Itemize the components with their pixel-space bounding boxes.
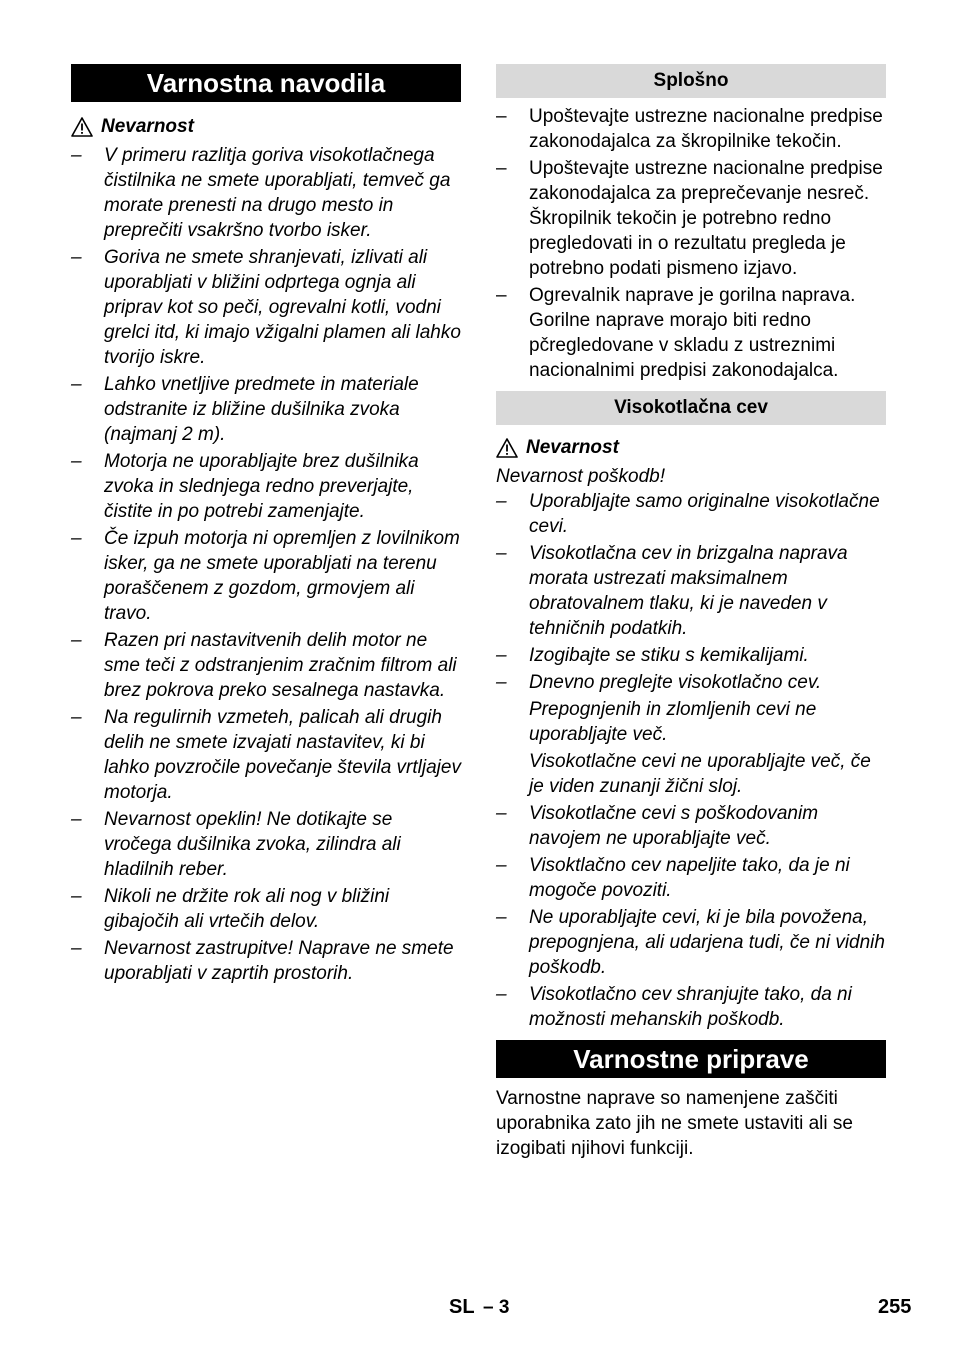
list-item: – Visoktlačno cev napeljite tako, da je ni mogoče povoziti. — [496, 855, 850, 901]
section-title-general: Splošno — [496, 64, 886, 98]
list-item: – Nikoli ne držite rok ali nog v bližini gibajočih ali vrtečih delov. — [71, 886, 390, 932]
footer-language: SL — [449, 1296, 475, 1318]
danger-subtitle: Nevarnost poškodb! — [496, 466, 665, 487]
list-continuation: Visokotlačne cevi ne uporabljajte več, če je viden zunanji žični sloj. — [529, 751, 871, 797]
list-item: – Izogibajte se stiku s kemikalijami. — [496, 645, 809, 666]
list-item: – Upoštevajte ustrezne nacionalne predpise zakonodajalca za preprečevanje nesreč. Škropilnik tekočin je potrebno redno pregledovati in o rezultatu pregleda je potrebno podati pismeno izjavo. — [496, 158, 883, 279]
footer-section-number: – 3 — [483, 1297, 510, 1318]
section-title-safety-devices: Varnostne priprave — [496, 1040, 886, 1078]
general-list — [496, 104, 886, 383]
list-item: – Dnevno preglejte visokotlačno cev. — [496, 672, 822, 693]
list-item: – Visokotlačno cev shranjujte tako, da ni možnosti mehanskih poškodb. — [496, 984, 852, 1030]
list-item: – Goriva ne smete shranjevati, izlivati ali uporabljati v bližini odprtega ognja ali priprav kot so peči, ogrevalni kotli, vodni grelci itd, ki imajo vžigalni plamen ali lahko tvorijo iskre. — [71, 247, 461, 368]
list-item: – Nevarnost zastrupitve! Naprave ne smete uporabljati v zaprtih prostorih. — [71, 938, 454, 984]
danger-label: Nevarnost — [101, 116, 194, 137]
danger-notice — [71, 114, 461, 139]
left-column — [71, 64, 461, 988]
right-column — [496, 64, 886, 1161]
section-title-safety-instructions: Varnostna navodila — [71, 64, 461, 102]
list-item: – Visokotlačne cevi s poškodovanim navojem ne uporabljajte več. — [496, 803, 819, 849]
list-item: – Uporabljajte samo originalne visokotlačne cevi. — [496, 491, 880, 537]
danger-notice — [496, 435, 886, 460]
list-item: – Nevarnost opeklin! Ne dotikajte se vročega dušilnika zvoka, zilindra ali hladilnih reber. — [71, 809, 401, 880]
warning-triangle-icon — [496, 438, 518, 458]
list-item: – Motorja ne uporabljajte brez dušilnika zvoka in slednjega redno preverjajte, čistite in po potrebi zamenjajte. — [71, 451, 419, 522]
safety-devices-text: Varnostne naprave so namenjene zaščiti uporabnika zato jih ne smete ustaviti ali se izogibati njihovi funkciji. — [496, 1088, 853, 1159]
list-item: – V primeru razlitja goriva visokotlačnega čistilnika ne smete uporabljati, temveč ga morate prenesti na drugo mesto in preprečiti vsakršno tvorbo isker. — [71, 145, 451, 241]
list-item: – Ne uporabljajte cevi, ki je bila povožena, prepognjena, ali udarjena tudi, če ni vidnih poškodb. — [496, 907, 885, 978]
safety-list — [71, 143, 461, 986]
list-item: – Visokotlačna cev in brizgalna naprava morata ustrezati maksimalnem obratovalnem tlaku, ki je naveden v tehničnih podatkih. — [496, 543, 848, 639]
danger-label: Nevarnost — [526, 437, 619, 458]
list-item: – Na regulirnih vzmeteh, palicah ali drugih delih ne smete izvajati nastavitev, ki bi lahko povzročile povečanje števila vrtljajev motorja. — [71, 707, 461, 803]
warning-triangle-icon — [71, 117, 93, 137]
hose-list — [496, 489, 886, 695]
hose-list-continued — [496, 801, 886, 1032]
list-item: – Ogrevalnik naprave je gorilna naprava. Gorilne naprave morajo biti redno pčregledovane v skladu z ustreznimi nacionalnimi predpisi zakonodajalca. — [496, 285, 856, 381]
list-item: – Če izpuh motorja ni opremljen z lovilnikom isker, ga ne smete uporabljati na terenu poraščenem z gozdom, grmovjem ali travo. — [71, 528, 460, 624]
list-item: – Lahko vnetljive predmete in materiale odstranite iz bližine dušilnika zvoka (najmanj 2 m). — [71, 374, 419, 445]
list-item: – Upoštevajte ustrezne nacionalne predpise zakonodajalca za škropilnike tekočin. — [496, 106, 883, 152]
section-title-hose: Visokotlačna cev — [496, 391, 886, 425]
page-number: 255 — [878, 1296, 912, 1318]
list-continuation: Prepognjenih in zlomljenih cevi ne uporabljajte več. — [529, 699, 817, 745]
list-item: – Razen pri nastavitvenih delih motor ne sme teči z odstranjenim zračnim filtrom ali brez pokrova preko sesalnega nastavka. — [71, 630, 457, 701]
